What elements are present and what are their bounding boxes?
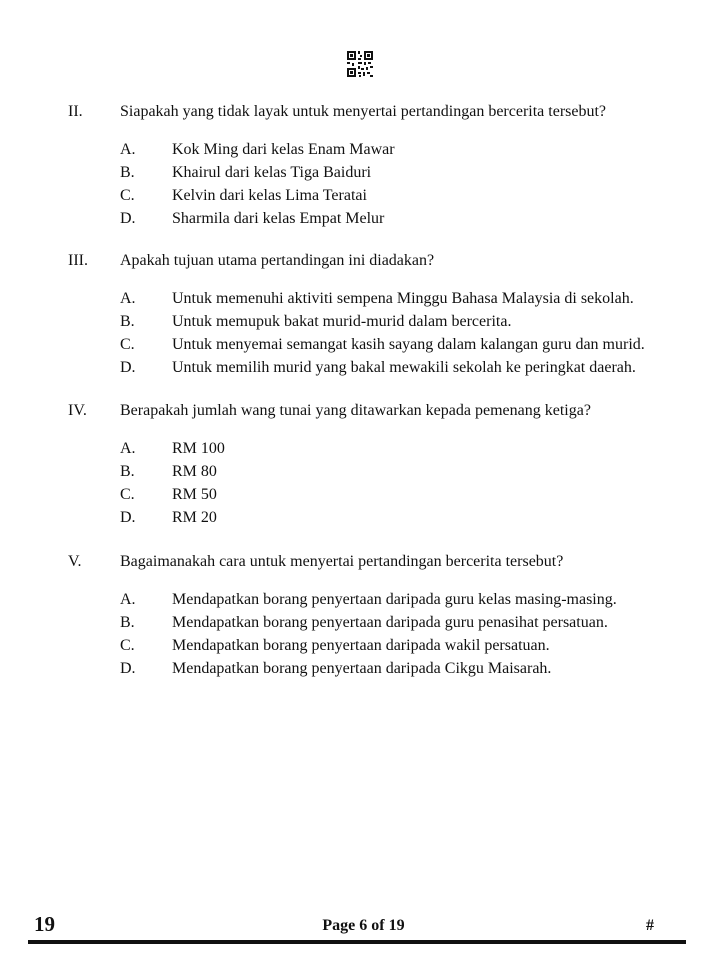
answer-options (68, 589, 708, 681)
option-D (68, 208, 708, 231)
option-C (68, 635, 708, 658)
option-text: Mendapatkan borang penyertaan daripada guru penasihat persatuan. (172, 614, 608, 631)
option-text: Mendapatkan borang penyertaan daripada Cikgu Maisarah. (172, 660, 552, 677)
option-letter: B. (120, 463, 135, 480)
option-letter: C. (120, 637, 135, 654)
option-text: Mendapatkan borang penyertaan daripada guru kelas masing-masing. (172, 591, 617, 608)
option-letter: D. (120, 210, 136, 227)
option-A (68, 288, 708, 311)
option-letter: B. (120, 614, 135, 631)
question-number: II. (68, 103, 83, 120)
option-letter: C. (120, 336, 135, 353)
option-letter: A. (120, 440, 136, 457)
option-letter: D. (120, 509, 136, 526)
option-letter: C. (120, 187, 135, 204)
option-C (68, 185, 708, 208)
option-A (68, 139, 708, 162)
question-III (68, 250, 708, 380)
option-text: Sharmila dari kelas Empat Melur (172, 210, 385, 227)
answer-options (68, 288, 708, 380)
question-number: III. (68, 252, 88, 269)
option-A (68, 438, 708, 461)
question-text: Siapakah yang tidak layak untuk menyertai pertandingan bercerita tersebut? (120, 103, 607, 120)
question-number: IV. (68, 402, 87, 419)
option-text: Kelvin dari kelas Lima Teratai (172, 187, 367, 204)
option-D (68, 357, 708, 380)
option-D (68, 507, 708, 530)
question-V (68, 551, 708, 681)
option-letter: B. (120, 313, 135, 330)
option-C (68, 484, 708, 507)
question-text: Apakah tujuan utama pertandingan ini diadakan? (120, 252, 435, 269)
option-B (68, 612, 708, 635)
option-text: RM 50 (172, 486, 217, 503)
option-text: Untuk memupuk bakat murid-murid dalam bercerita. (172, 313, 512, 330)
footer-hash-mark: # (646, 917, 654, 934)
option-letter: A. (120, 290, 136, 307)
option-letter: D. (120, 660, 136, 677)
option-letter: C. (120, 486, 135, 503)
question-text: Berapakah jumlah wang tunai yang ditawarkan kepada pemenang ketiga? (120, 402, 591, 419)
option-text: Untuk memenuhi aktiviti sempena Minggu Bahasa Malaysia di sekolah. (172, 290, 634, 307)
option-text: Untuk memilih murid yang bakal mewakili sekolah ke peringkat daerah. (172, 359, 636, 376)
page-indicator: Page 6 of 19 (322, 917, 405, 934)
option-C (68, 334, 708, 357)
question-number: V. (68, 553, 82, 570)
option-text: Kok Ming dari kelas Enam Mawar (172, 141, 395, 158)
option-text: Khairul dari kelas Tiga Baiduri (172, 164, 372, 181)
option-letter: B. (120, 164, 135, 181)
option-D (68, 658, 708, 681)
footer-divider (28, 940, 686, 944)
option-B (68, 311, 708, 334)
option-text: RM 100 (172, 440, 225, 457)
option-text: RM 20 (172, 509, 217, 526)
option-letter: A. (120, 591, 136, 608)
option-letter: A. (120, 141, 136, 158)
option-text: Mendapatkan borang penyertaan daripada wakil persatuan. (172, 637, 550, 654)
option-text: RM 80 (172, 463, 217, 480)
footer-doc-number: 19 (34, 912, 55, 936)
option-B (68, 461, 708, 484)
option-text: Untuk menyemai semangat kasih sayang dalam kalangan guru dan murid. (172, 336, 645, 353)
answer-options (68, 438, 708, 530)
option-A (68, 589, 708, 612)
option-B (68, 162, 708, 185)
qr-code-icon (346, 50, 374, 78)
question-II (68, 101, 708, 231)
option-letter: D. (120, 359, 136, 376)
question-IV (68, 400, 708, 530)
answer-options (68, 139, 708, 231)
question-text: Bagaimanakah cara untuk menyertai pertandingan bercerita tersebut? (120, 553, 564, 570)
